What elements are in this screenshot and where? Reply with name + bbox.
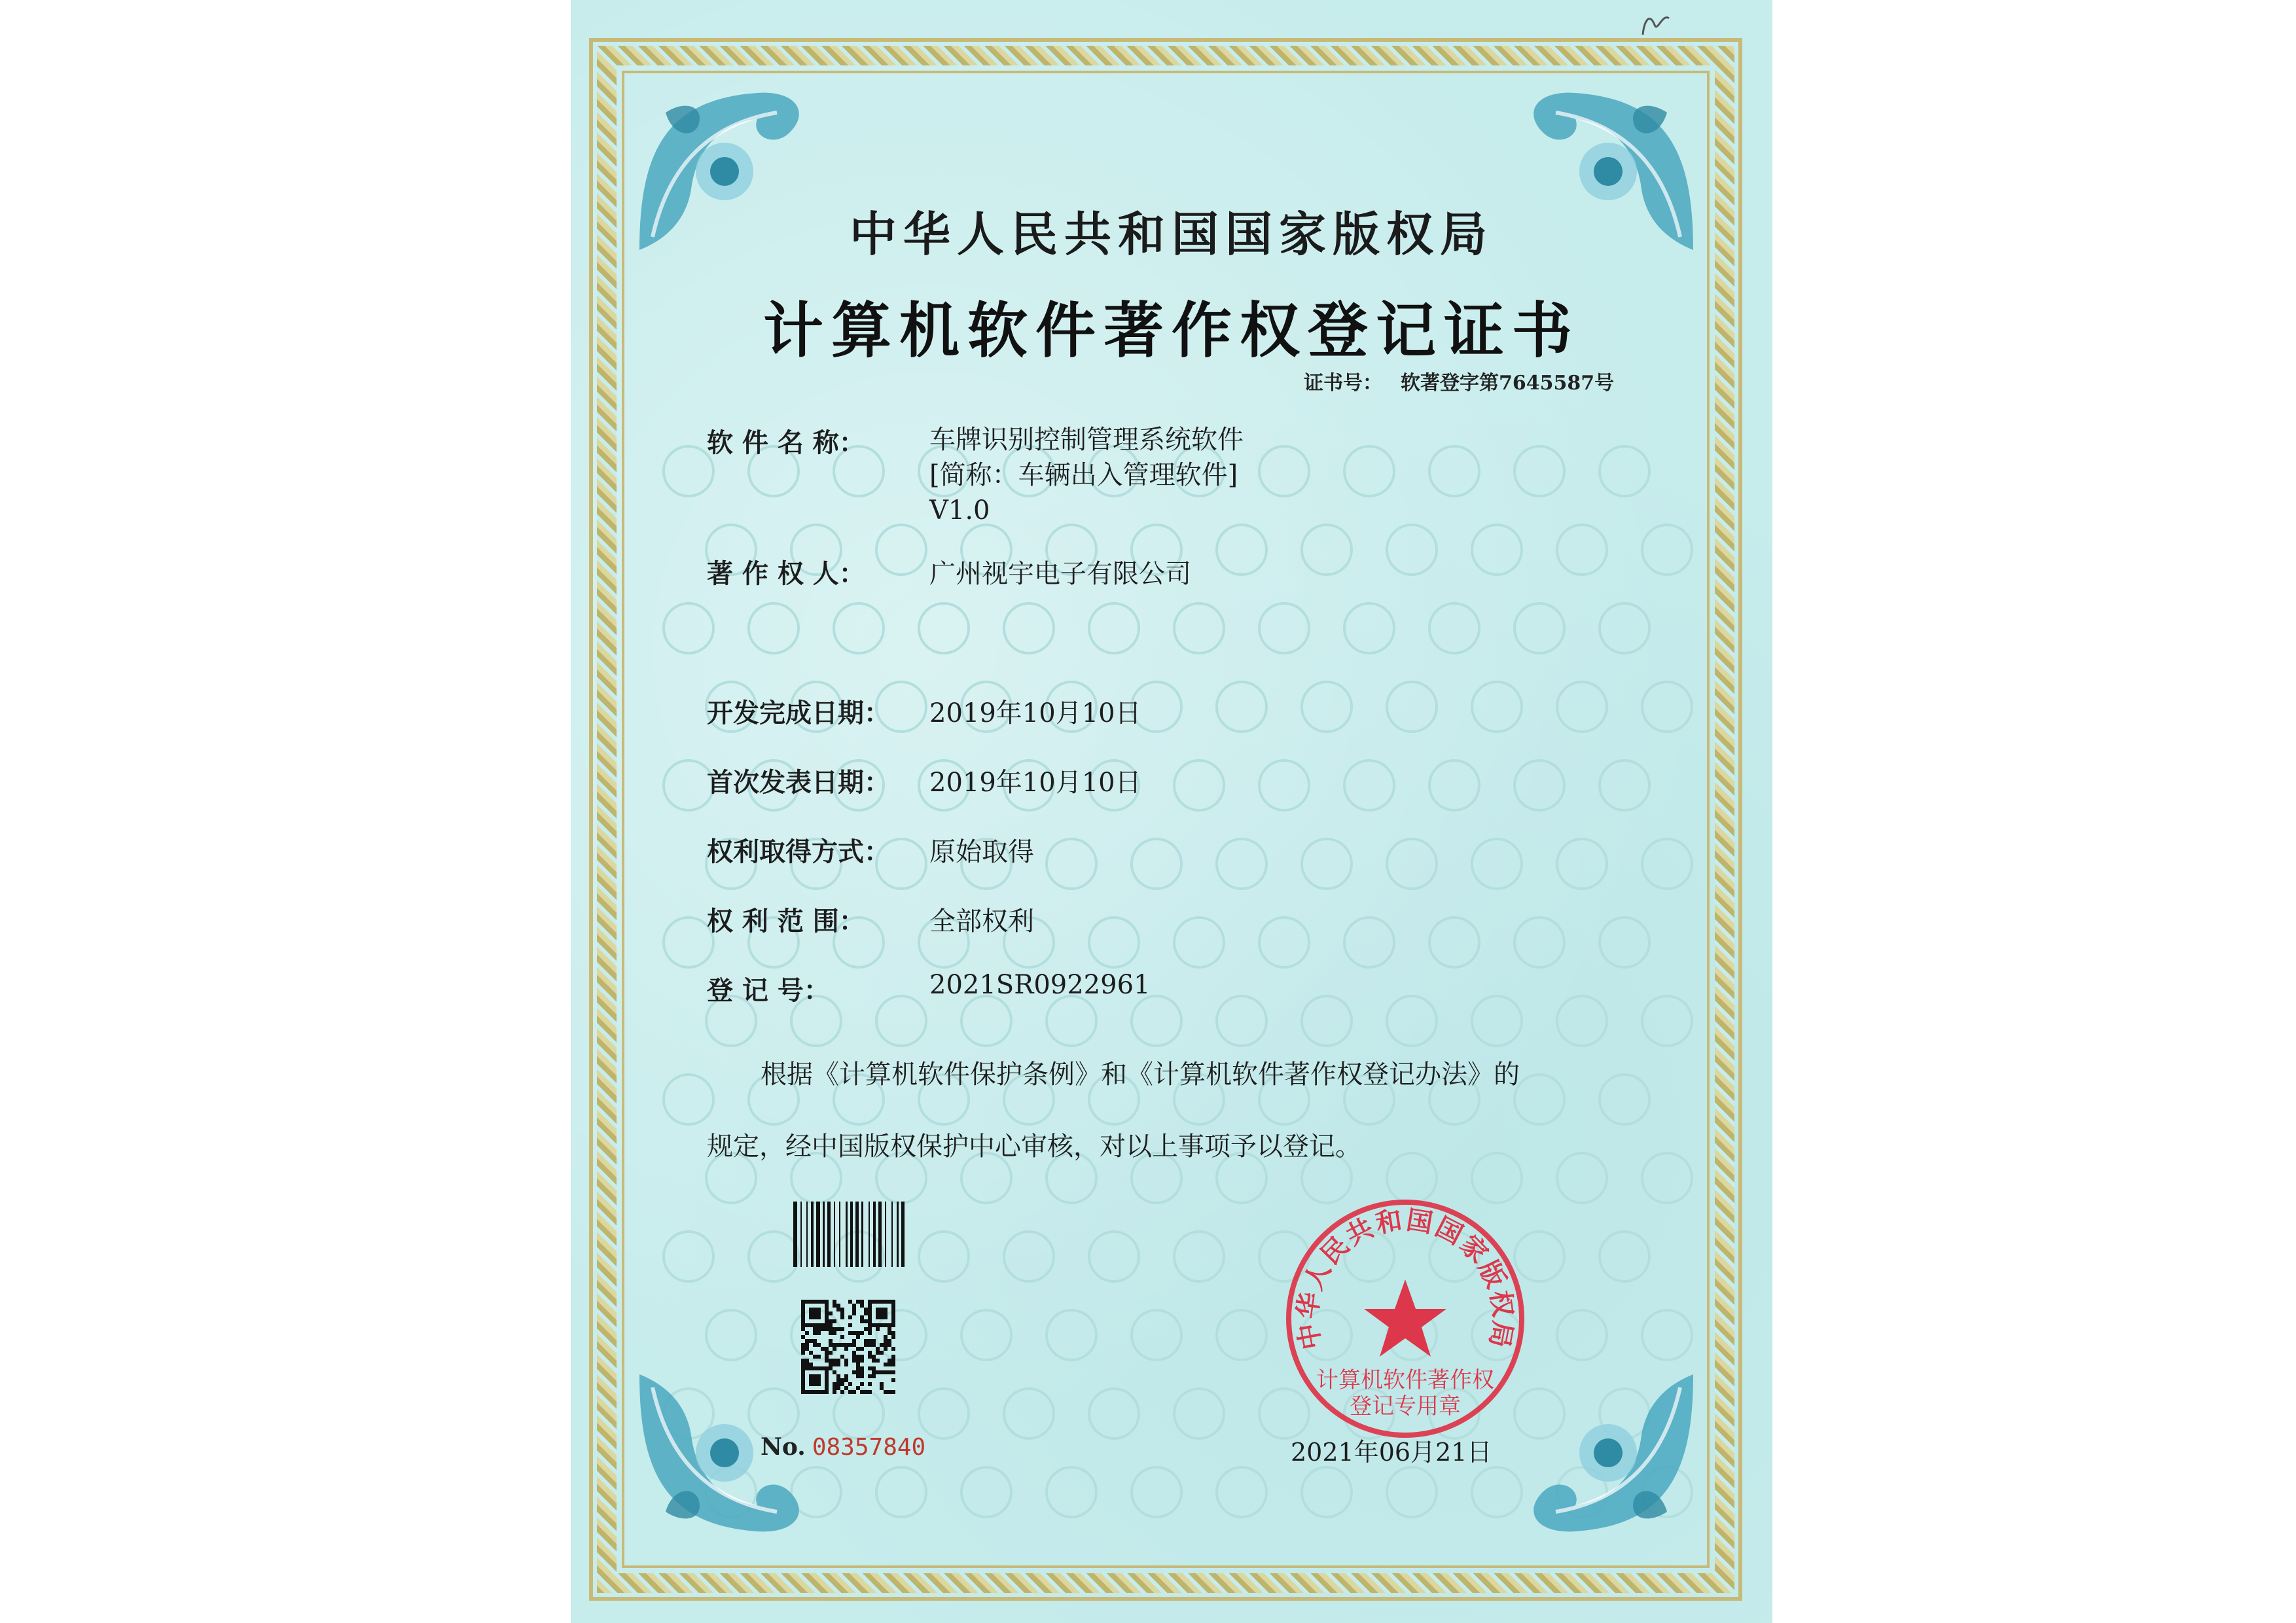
statement-line-2: 规定，经中国版权保护中心审核，对以上事项予以登记。 (707, 1132, 1361, 1162)
serial-number (761, 1433, 925, 1461)
software-name-line: V1.0 (929, 495, 990, 526)
field-copyright-owner (707, 553, 1191, 590)
software-name-line: 车牌识别控制管理系统软件 (929, 425, 1244, 455)
field-value: 全部权利 (929, 906, 1034, 936)
seal-line-2: 登记专用章 (1350, 1393, 1461, 1419)
field-rights-scope (707, 901, 1034, 938)
field-registration-number (707, 970, 1150, 1007)
field-acquisition-method (707, 831, 1034, 868)
field-label: 权利取得方式： (707, 836, 890, 867)
field-value: 2021SR0922961 (929, 970, 1151, 1000)
field-label: 开发完成日期： (707, 698, 890, 728)
certificate-paper (571, 0, 1772, 1623)
barcode (793, 1202, 970, 1267)
field-software-name (707, 422, 1244, 528)
field-value: 原始取得 (929, 837, 1034, 867)
field-value (929, 422, 1244, 528)
official-seal-stamp (1274, 1188, 1536, 1450)
seal-arc-text: 中华人民共和国国家版权局 (1291, 1204, 1519, 1352)
field-value: 广州视宇电子有限公司 (929, 559, 1191, 589)
serial-number-value: 08357840 (812, 1434, 926, 1461)
field-value: 2019年10月10日 (929, 698, 1141, 728)
handwritten-mark (1636, 5, 1676, 45)
issue-date: 2021年06月21日 (1291, 1438, 1492, 1467)
field-value: 2019年10月10日 (929, 768, 1141, 798)
serial-number-label: No. (761, 1433, 806, 1461)
field-first-publish-date (707, 762, 1141, 799)
field-label: 登 记 号： (707, 975, 830, 1006)
statement-line-1: 根据《计算机软件保护条例》和《计算机软件著作权登记办法》的 (761, 1060, 1520, 1090)
certificate-number-label: 证书号： (1304, 372, 1382, 395)
field-label: 首次发表日期： (707, 767, 890, 798)
field-label: 著 作 权 人： (707, 558, 865, 589)
seal-line-1: 计算机软件著作权 (1316, 1367, 1494, 1393)
corner-ornament-bottom-right (1516, 1361, 1706, 1551)
certificate-number (1304, 366, 1632, 395)
qr-code (801, 1300, 895, 1394)
certificate-title: 计算机软件著作权登记证书 (762, 295, 1580, 366)
field-label: 权 利 范 围： (707, 906, 865, 936)
field-completion-date (707, 692, 1141, 730)
certificate-number-value: 软著登字第7645587号 (1401, 372, 1615, 395)
field-label: 软 件 名 称： (707, 427, 865, 458)
software-name-line: [简称：车辆出入管理软件] (929, 460, 1238, 490)
issuer-title: 中华人民共和国国家版权局 (849, 206, 1494, 262)
